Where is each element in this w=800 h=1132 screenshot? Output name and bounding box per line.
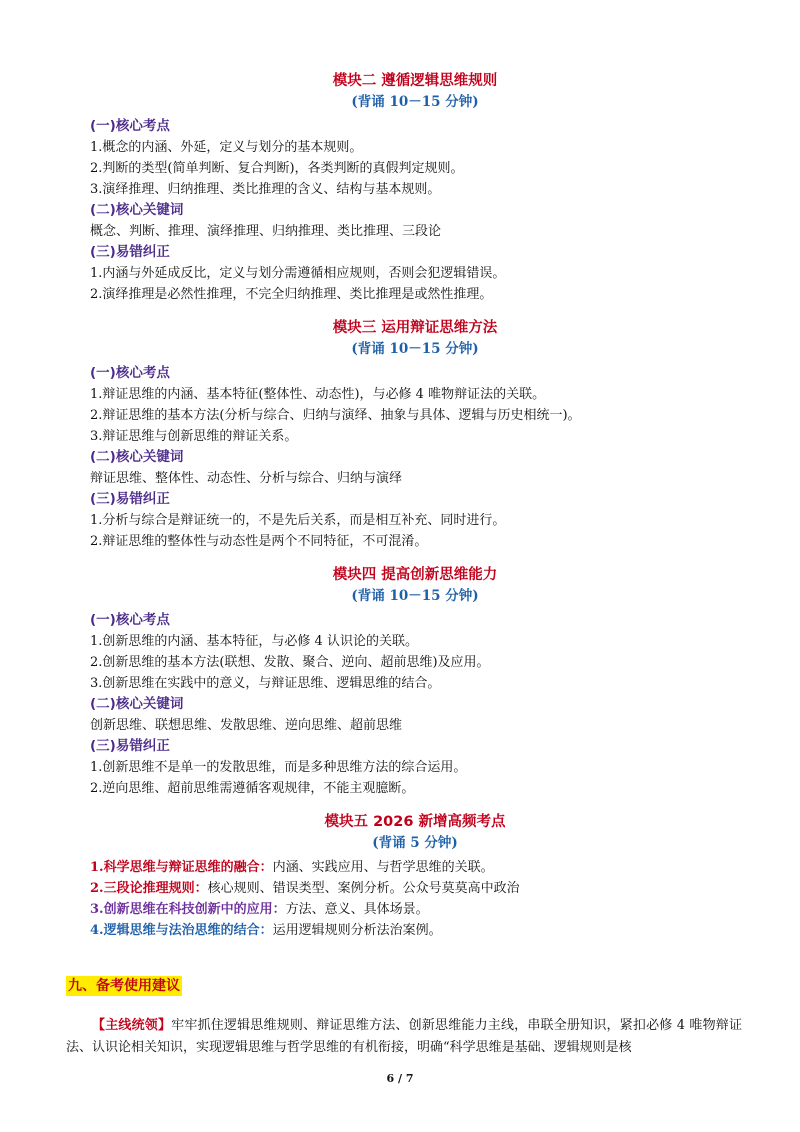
module-subtitle: (背诵 10－15 分钟) (351, 341, 479, 357)
item-head: 4.逻辑思维与法治思维的结合： (90, 923, 273, 938)
list-item: 2.创新思维的基本方法(联想、发散、聚合、逆向、超前思维)及应用。 (90, 655, 490, 670)
module-subtitle: (背诵 10－15 分钟) (351, 94, 479, 110)
keywords-line: 辩证思维、整体性、动态性、分析与综合、归纳与演绎 (90, 471, 403, 486)
list-item: 2.演绎推理是必然性推理，不完全归纳推理、类比推理是或然性推理。 (90, 287, 493, 302)
keywords-line: 创新思维、联想思维、发散思维、逆向思维、超前思维 (90, 718, 403, 733)
module-2 (90, 70, 740, 305)
list-item: 2.辩证思维的整体性与动态性是两个不同特征，不可混淆。 (90, 534, 428, 549)
module-3 (90, 317, 740, 552)
module-title: 模块五 2026 新增高频考点 (324, 814, 506, 830)
item-body: 内涵、实践应用、与哲学思维的关联。 (272, 860, 494, 875)
list-item: 1.分析与综合是辩证统一的，不是先后关系，而是相互补充、同时进行。 (90, 513, 506, 528)
content-area (90, 70, 740, 953)
section-heading-core-points: (一)核心考点 (90, 612, 170, 628)
module-title: 模块三 运用辩证思维方法 (332, 320, 498, 336)
paragraph-text: 牢牢抓住逻辑思维规则、辩证思维方法、创新思维能力主线，串联全册知识，紧扣必修 4 唯物辩证法、认识论相关知识，实现逻辑思维与哲学思维的有机衔接，明确“科学思维是基础、逻辑规则是核 (66, 1018, 742, 1055)
list-item: 2.逆向思维、超前思维需遵循客观规律，不能主观臆断。 (90, 781, 415, 796)
module-4 (90, 564, 740, 799)
paragraph-lead: 【主线统领】 (92, 1018, 172, 1033)
module-subtitle: (背诵 10－15 分钟) (351, 588, 479, 604)
list-item (90, 878, 740, 899)
module-5 (90, 811, 740, 941)
list-item: 1.概念的内涵、外延，定义与划分的基本规则。 (90, 140, 363, 155)
section-heading-keywords: (二)核心关键词 (90, 202, 184, 218)
item-body: 运用逻辑规则分析法治案例。 (272, 923, 442, 938)
list-item: 1.创新思维的内涵、基本特征，与必修 4 认识论的关联。 (90, 634, 418, 649)
item-head: 2.三段论推理规则： (90, 881, 208, 896)
item-body: 核心规则、错误类型、案例分析。公众号莫莫高中政治 (207, 881, 520, 896)
item-head: 1.科学思维与辩证思维的融合： (90, 860, 273, 875)
page-number: 6 / 7 (386, 1072, 414, 1085)
module-title: 模块四 提高创新思维能力 (332, 567, 498, 583)
list-item (90, 899, 740, 920)
list-item: 3.创新思维在实践中的意义，与辩证思维、逻辑思维的结合。 (90, 676, 441, 691)
module-subtitle: (背诵 5 分钟) (372, 835, 458, 851)
list-item (90, 920, 740, 941)
item-head: 3.创新思维在科技创新中的应用： (90, 902, 286, 917)
list-item: 2.判断的类型(简单判断、复合判断)，各类判断的真假判定规则。 (90, 161, 464, 176)
section-heading-core-points: (一)核心考点 (90, 365, 170, 381)
section-nine-heading: 九、备考使用建议 (68, 978, 180, 994)
list-item: 3.辩证思维与创新思维的辩证关系。 (90, 429, 298, 444)
module-title: 模块二 遵循逻辑思维规则 (332, 73, 498, 89)
section-heading-keywords: (二)核心关键词 (90, 696, 184, 712)
body-paragraph (66, 1015, 742, 1059)
list-item: 1.创新思维不是单一的发散思维，而是多种思维方法的综合运用。 (90, 760, 467, 775)
keywords-line: 概念、判断、推理、演绎推理、归纳推理、类比推理、三段论 (90, 224, 442, 239)
section-heading-corrections: (三)易错纠正 (90, 491, 170, 507)
section-heading-core-points: (一)核心考点 (90, 118, 170, 134)
section-heading-corrections: (三)易错纠正 (90, 244, 170, 260)
section-heading-corrections: (三)易错纠正 (90, 738, 170, 754)
item-body: 方法、意义、具体场景。 (285, 902, 429, 917)
list-item: 1.内涵与外延成反比，定义与划分需遵循相应规则，否则会犯逻辑错误。 (90, 266, 506, 281)
list-item: 2.辩证思维的基本方法(分析与综合、归纳与演绎、抽象与具体、逻辑与历史相统一)。 (90, 408, 581, 423)
list-item (90, 857, 740, 878)
list-item: 3.演绎推理、归纳推理、类比推理的含义、结构与基本规则。 (90, 182, 441, 197)
list-item: 1.辩证思维的内涵、基本特征(整体性、动态性)，与必修 4 唯物辩证法的关联。 (90, 387, 546, 402)
section-heading-keywords: (二)核心关键词 (90, 449, 184, 465)
